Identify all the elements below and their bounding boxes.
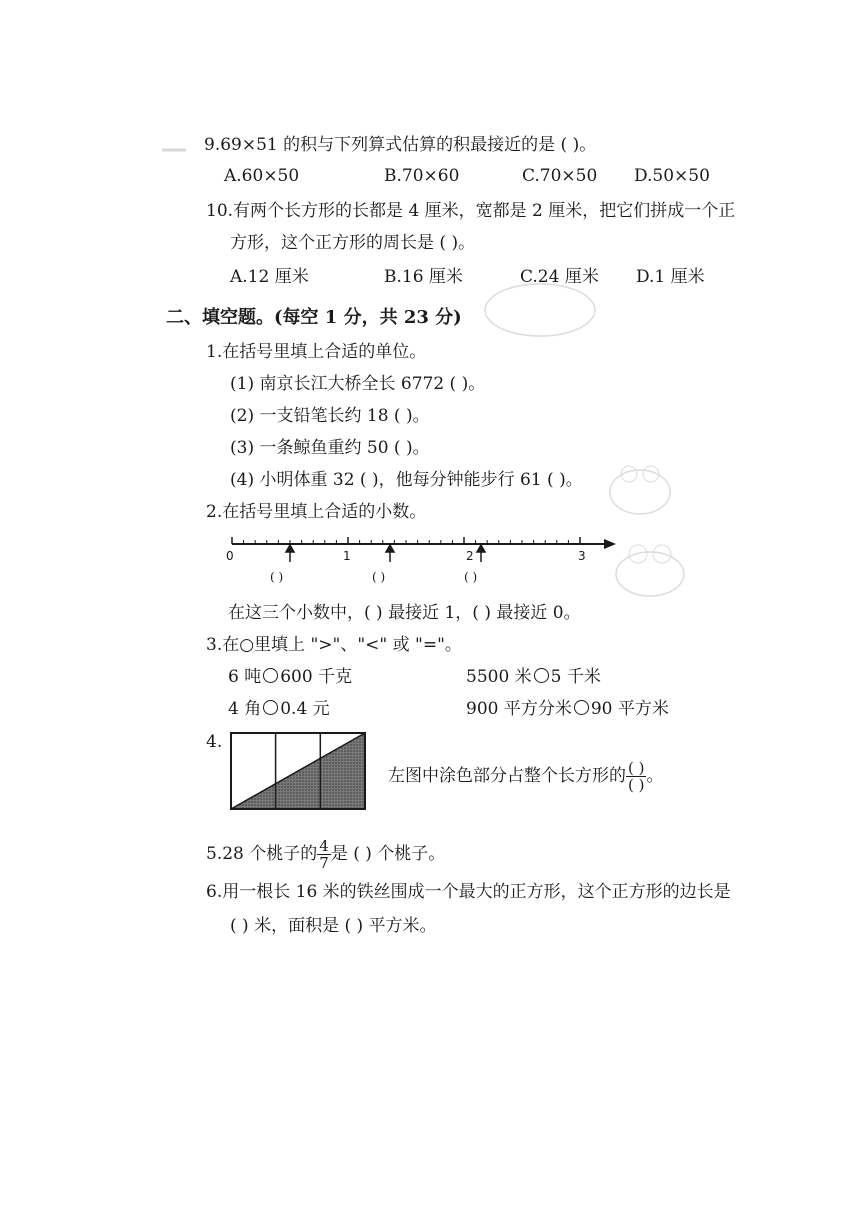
- fill3-r2l-b: 0.4 元: [280, 699, 330, 719]
- shaded-rectangle-svg: [230, 732, 366, 810]
- fill1-stem: 1.在括号里填上合适的单位。: [206, 342, 427, 362]
- fill2-question: 在这三个小数中，( ) 最接近 1，( ) 最接近 0。: [228, 603, 581, 623]
- fill3-row2-right: [466, 697, 669, 721]
- fill1-item-1: (1) 南京长江大桥全长 6772 ( )。: [230, 374, 486, 394]
- section2-title: 二、填空题。(每空 1 分，共 23 分): [166, 307, 462, 328]
- number-line-pointers: [286, 545, 485, 562]
- fill3-r2l-a: 4 角: [228, 699, 262, 719]
- compare-circle[interactable]: [574, 700, 589, 715]
- fill4-number: 4.: [206, 732, 223, 752]
- fill5-line: [206, 838, 445, 871]
- q10-stem-line2: 方形，这个正方形的周长是 ( )。: [230, 233, 476, 253]
- fill3-r1r-b: 5 千米: [550, 667, 601, 687]
- number-line-tick-1: 1: [343, 549, 351, 563]
- fill4-frac-den: ( ): [628, 776, 645, 794]
- fill5-post: 是 ( ) 个桃子。: [330, 844, 446, 864]
- fill6-line2: ( ) 米，面积是 ( ) 平方米。: [230, 916, 437, 936]
- compare-circle[interactable]: [263, 700, 278, 715]
- q9-option-a: A.60×50: [224, 166, 300, 186]
- fill3-stem: 3.在○里填上 ">"、"<" 或 "="。: [206, 635, 462, 655]
- fill3-r1r-a: 5500 米: [466, 667, 532, 687]
- fill5-frac-num: 4: [319, 837, 329, 855]
- fill5-fraction: [317, 838, 331, 871]
- fill1-item-2: (2) 一支铅笔长约 18 ( )。: [230, 406, 430, 426]
- number-line-tick-3: 3: [578, 549, 586, 563]
- fill5-pre: 5.28 个桃子的: [206, 844, 318, 864]
- fill4-fraction: [626, 760, 646, 793]
- number-line-blank-3: ( ): [464, 570, 478, 584]
- bleed-through-frog-1: [605, 460, 675, 520]
- fill3-row1-left: [228, 665, 352, 689]
- fill4-text: [388, 760, 663, 793]
- q10-option-a: A.12 厘米: [230, 267, 309, 287]
- number-line-arrowhead: [604, 539, 616, 549]
- fill5-frac-den: 7: [319, 854, 329, 872]
- number-line-blank-1: ( ): [270, 570, 284, 584]
- q10-stem-line1: 10.有两个长方形的长都是 4 厘米，宽都是 2 厘米，把它们拼成一个正: [206, 201, 736, 221]
- fill3-r1l-b: 600 千克: [280, 667, 353, 687]
- number-line-tick-2: 2: [466, 549, 474, 563]
- number-line-blank-2: ( ): [372, 570, 386, 584]
- fill4-frac-num: ( ): [628, 759, 645, 777]
- bleed-through-bubble: [480, 280, 600, 340]
- q9-option-d: D.50×50: [634, 166, 710, 186]
- q9-option-b: B.70×60: [384, 166, 460, 186]
- fill3-r2r-b: 90 平方米: [590, 699, 669, 719]
- shaded-rectangle-figure: [230, 732, 366, 810]
- fill3-row2-left: [228, 697, 330, 721]
- fill1-item-4: (4) 小明体重 32 ( )，他每分钟能步行 61 ( )。: [230, 470, 583, 490]
- q10-option-c: C.24 厘米: [520, 267, 599, 287]
- bleed-through-mark: [160, 140, 190, 160]
- q10-option-d: D.1 厘米: [636, 267, 705, 287]
- q9-option-c: C.70×50: [522, 166, 598, 186]
- number-line-svg: [228, 530, 618, 590]
- compare-circle[interactable]: [263, 668, 278, 683]
- fill3-r2r-a: 900 平方分米: [466, 699, 572, 719]
- q10-option-b: B.16 厘米: [384, 267, 463, 287]
- compare-circle[interactable]: [534, 668, 549, 683]
- fill3-row1-right: [466, 665, 601, 689]
- number-line: [228, 530, 618, 590]
- fill1-item-3: (3) 一条鲸鱼重约 50 ( )。: [230, 438, 430, 458]
- fill2-stem: 2.在括号里填上合适的小数。: [206, 502, 427, 522]
- fill6-line1: 6.用一根长 16 米的铁丝围成一个最大的正方形，这个正方形的边长是: [206, 882, 731, 902]
- fill4-text-main: 左图中涂色部分占整个长方形的: [388, 766, 626, 786]
- number-line-tick-0: 0: [226, 549, 234, 563]
- q9-stem: 9.69×51 的积与下列算式估算的积最接近的是 ( )。: [204, 135, 597, 155]
- fill4-end: 。: [646, 766, 664, 786]
- fill3-r1l-a: 6 吨: [228, 667, 262, 687]
- bleed-through-frog-2: [610, 540, 690, 600]
